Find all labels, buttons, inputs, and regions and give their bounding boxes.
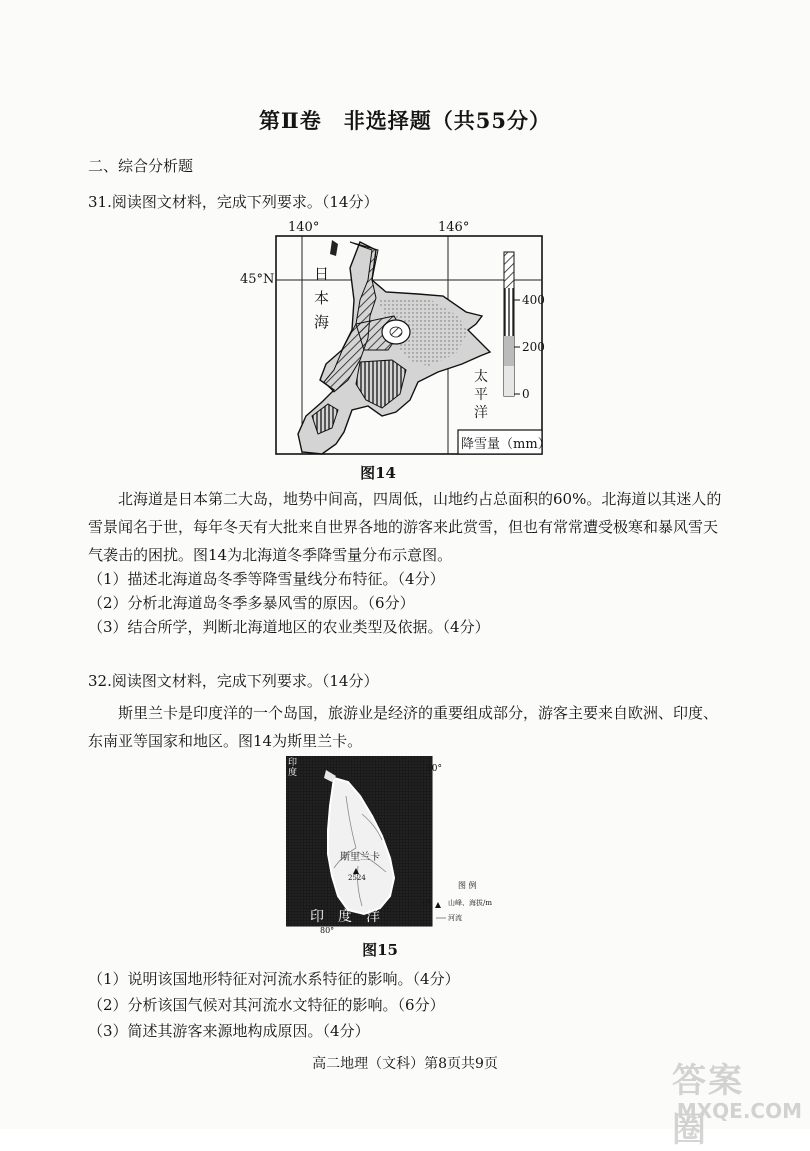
country-label-sri-lanka: 斯里兰卡 (340, 852, 380, 863)
legend-peak-icon (435, 902, 441, 908)
longitude-label-146: 146° (438, 220, 470, 235)
indian-ocean-label: 印 度 洋 (310, 909, 380, 925)
latitude-label-10: 10° (426, 764, 442, 774)
q32-item-2: （2）分析该国气候对其河流水文特征的影响。（6分） (88, 996, 445, 1014)
india-corner-label: 印度 (288, 758, 298, 778)
page-footer: 高二地理（文科）第8页共9页 (312, 1056, 498, 1072)
figure-14-caption: 图14 (360, 464, 396, 482)
hokkaido-snowfall-map (240, 220, 551, 460)
longitude-label-80: 80° (320, 926, 335, 935)
pacific-ocean-label: 太 平 洋 (474, 369, 488, 421)
legend-tick-200: 200 (522, 340, 545, 354)
page-title: 第Ⅱ卷 非选择题（共55分） (259, 108, 551, 133)
section-heading: 二、综合分析题 (88, 157, 194, 175)
figure-15-caption: 图15 (362, 941, 398, 959)
watermark-brand: 答案圈 (672, 1061, 744, 1150)
q31-item-3: （3）结合所学，判断北海道地区的农业类型及依据。（4分） (88, 618, 490, 636)
q31-item-1: （1）描述北海道岛冬季等降雪量线分布特征。（4分） (88, 570, 445, 588)
hokkaido-map-svg (268, 220, 548, 460)
q32-stem: 32.阅读图文材料，完成下列要求。（14分） (88, 672, 379, 690)
latitude-label-6: 6° (422, 899, 432, 908)
watermark-url: MXQE.COM (676, 1099, 802, 1123)
q32-item-3: （3）简述其游客来源地构成原因。（4分） (88, 1022, 370, 1040)
q32-paragraph: 斯里兰卡是印度洋的一个岛国，旅游业是经济的重要组成部分，游客主要来自欧洲、印度、东南亚等国家和地区。图14为斯里兰卡。 (88, 704, 719, 750)
legend-title-snowfall: 降雪量（mm） (461, 437, 551, 452)
peak-elevation-label: 2524 (348, 874, 366, 882)
legend-title: 图 例 (458, 881, 477, 890)
sri-lanka-map (286, 756, 526, 936)
q31-stem: 31.阅读图文材料，完成下列要求。（14分） (88, 193, 379, 211)
q31-item-2: （2）分析北海道岛冬季多暴风雪的原因。（6分） (88, 594, 415, 612)
legend-tick-400: 400 (522, 293, 545, 307)
site-watermark (672, 1053, 802, 1150)
legend-item-peak: 山峰、海拔/m (448, 899, 492, 907)
legend-item-river: 河流 (448, 914, 462, 922)
q32-item-1: （1）说明该国地形特征对河流水系特征的影响。（4分） (88, 970, 460, 988)
sea-of-japan-label: 日 本 海 (314, 265, 330, 331)
legend-tick-0: 0 (522, 387, 530, 401)
q31-paragraph: 北海道是日本第二大岛，地势中间高，四周低，山地约占总面积的60%。北海道以其迷人的雪景闻名于世，每年冬天有大批来自世界各地的游客来此赏雪，但也有常常遭受极寒和暴风雪天气袭击的困扰。图14为北海道冬季降雪量分布示意图。 (88, 490, 722, 564)
longitude-label-140: 140° (288, 220, 320, 235)
latitude-label-45n: 45°N (240, 272, 275, 287)
